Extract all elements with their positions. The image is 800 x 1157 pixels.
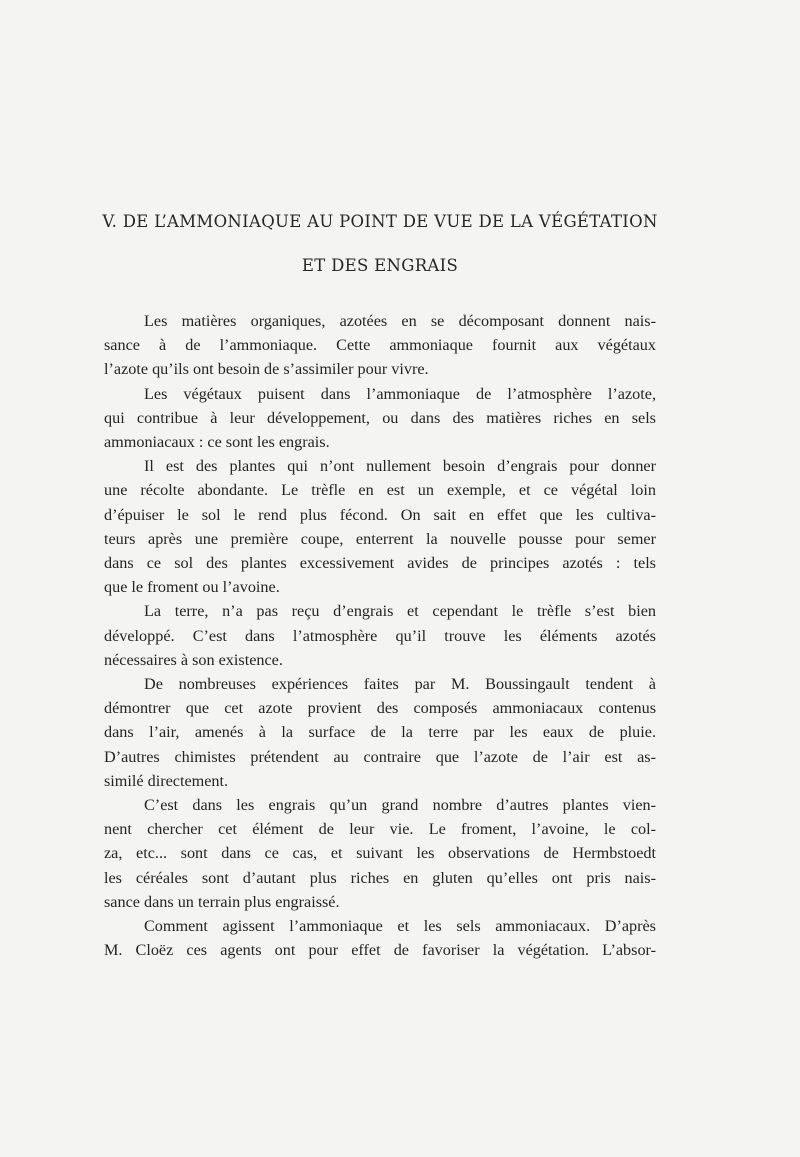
text-line: za, etc... sont dans ce cas, et suivant les observations de Hermbstoedt bbox=[104, 844, 656, 863]
text-line: M. Cloëz ces agents ont pour effet de favoriser la végétation. L’absor- bbox=[104, 941, 656, 960]
text-line: ammoniacaux : ce sont les engrais. bbox=[104, 433, 330, 452]
text-line: D’autres chimistes prétendent au contraire que l’azote de l’air est as- bbox=[104, 747, 656, 766]
text-line: développé. C’est dans l’atmosphère qu’il trouve les éléments azotés bbox=[104, 626, 656, 645]
text-line: Il est des plantes qui n’ont nullement besoin d’engrais pour donner bbox=[144, 457, 656, 476]
text-line: La terre, n’a pas reçu d’engrais et cependant le trèfle s’est bien bbox=[144, 602, 656, 621]
paragraph-1 bbox=[104, 309, 656, 382]
text-line: dans l’air, amenés à la surface de la terre par les eaux de pluie. bbox=[104, 723, 656, 742]
text-line: sance dans un terrain plus engraissé. bbox=[104, 892, 340, 911]
chapter-subheading: ET DES ENGRAIS bbox=[301, 256, 459, 275]
chapter-heading: V. DE L’AMMONIAQUE AU POINT DE VUE DE LA VÉGÉTATION bbox=[102, 212, 658, 231]
paragraph-7 bbox=[104, 914, 656, 962]
text-line: qui contribue à leur développement, ou dans des matières riches en sels bbox=[104, 408, 656, 427]
paragraph-4 bbox=[104, 599, 656, 672]
paragraph-3 bbox=[104, 454, 656, 599]
paragraph-6 bbox=[104, 793, 656, 914]
paragraph-2 bbox=[104, 382, 656, 455]
text-line: teurs après une première coupe, enterrent la nouvelle pousse pour semer bbox=[104, 529, 656, 548]
text-line: une récolte abondante. Le trèfle en est un exemple, et ce végétal loin bbox=[104, 481, 656, 500]
text-line: sance à de l’ammoniaque. Cette ammoniaque fournit aux végétaux bbox=[104, 336, 656, 355]
text-line: d’épuiser le sol le rend plus fécond. On sait en effet que les cultiva- bbox=[104, 505, 656, 524]
text-line: nent chercher cet élément de leur vie. Le froment, l’avoine, le col- bbox=[104, 820, 656, 839]
text-line: Les matières organiques, azotées en se décomposant donnent nais- bbox=[144, 312, 656, 330]
paragraph-5 bbox=[104, 672, 656, 793]
text-line: que le froment ou l’avoine. bbox=[104, 578, 280, 597]
text-line: dans ce sol des plantes excessivement avides de principes azotés : tels bbox=[104, 554, 656, 573]
text-line: démontrer que cet azote provient des composés ammoniacaux contenus bbox=[104, 699, 656, 718]
text-line: Comment agissent l’ammoniaque et les sels ammoniacaux. D’après bbox=[144, 917, 656, 936]
text-line: l’azote qu’ils ont besoin de s’assimiler pour vivre. bbox=[104, 360, 429, 379]
text-line: les céréales sont d’autant plus riches en gluten qu’elles ont pris nais- bbox=[104, 868, 656, 887]
chapter-body bbox=[104, 309, 656, 962]
text-line: Les végétaux puisent dans l’ammoniaque de l’atmosphère l’azote, bbox=[144, 384, 656, 403]
text-line: similé directement. bbox=[104, 771, 229, 790]
text-line: nécessaires à son existence. bbox=[104, 650, 283, 669]
text-line: De nombreuses expériences faites par M. Boussingault tendent à bbox=[144, 675, 656, 694]
text-line: C’est dans les engrais qu’un grand nombre d’autres plantes vien- bbox=[144, 796, 656, 815]
